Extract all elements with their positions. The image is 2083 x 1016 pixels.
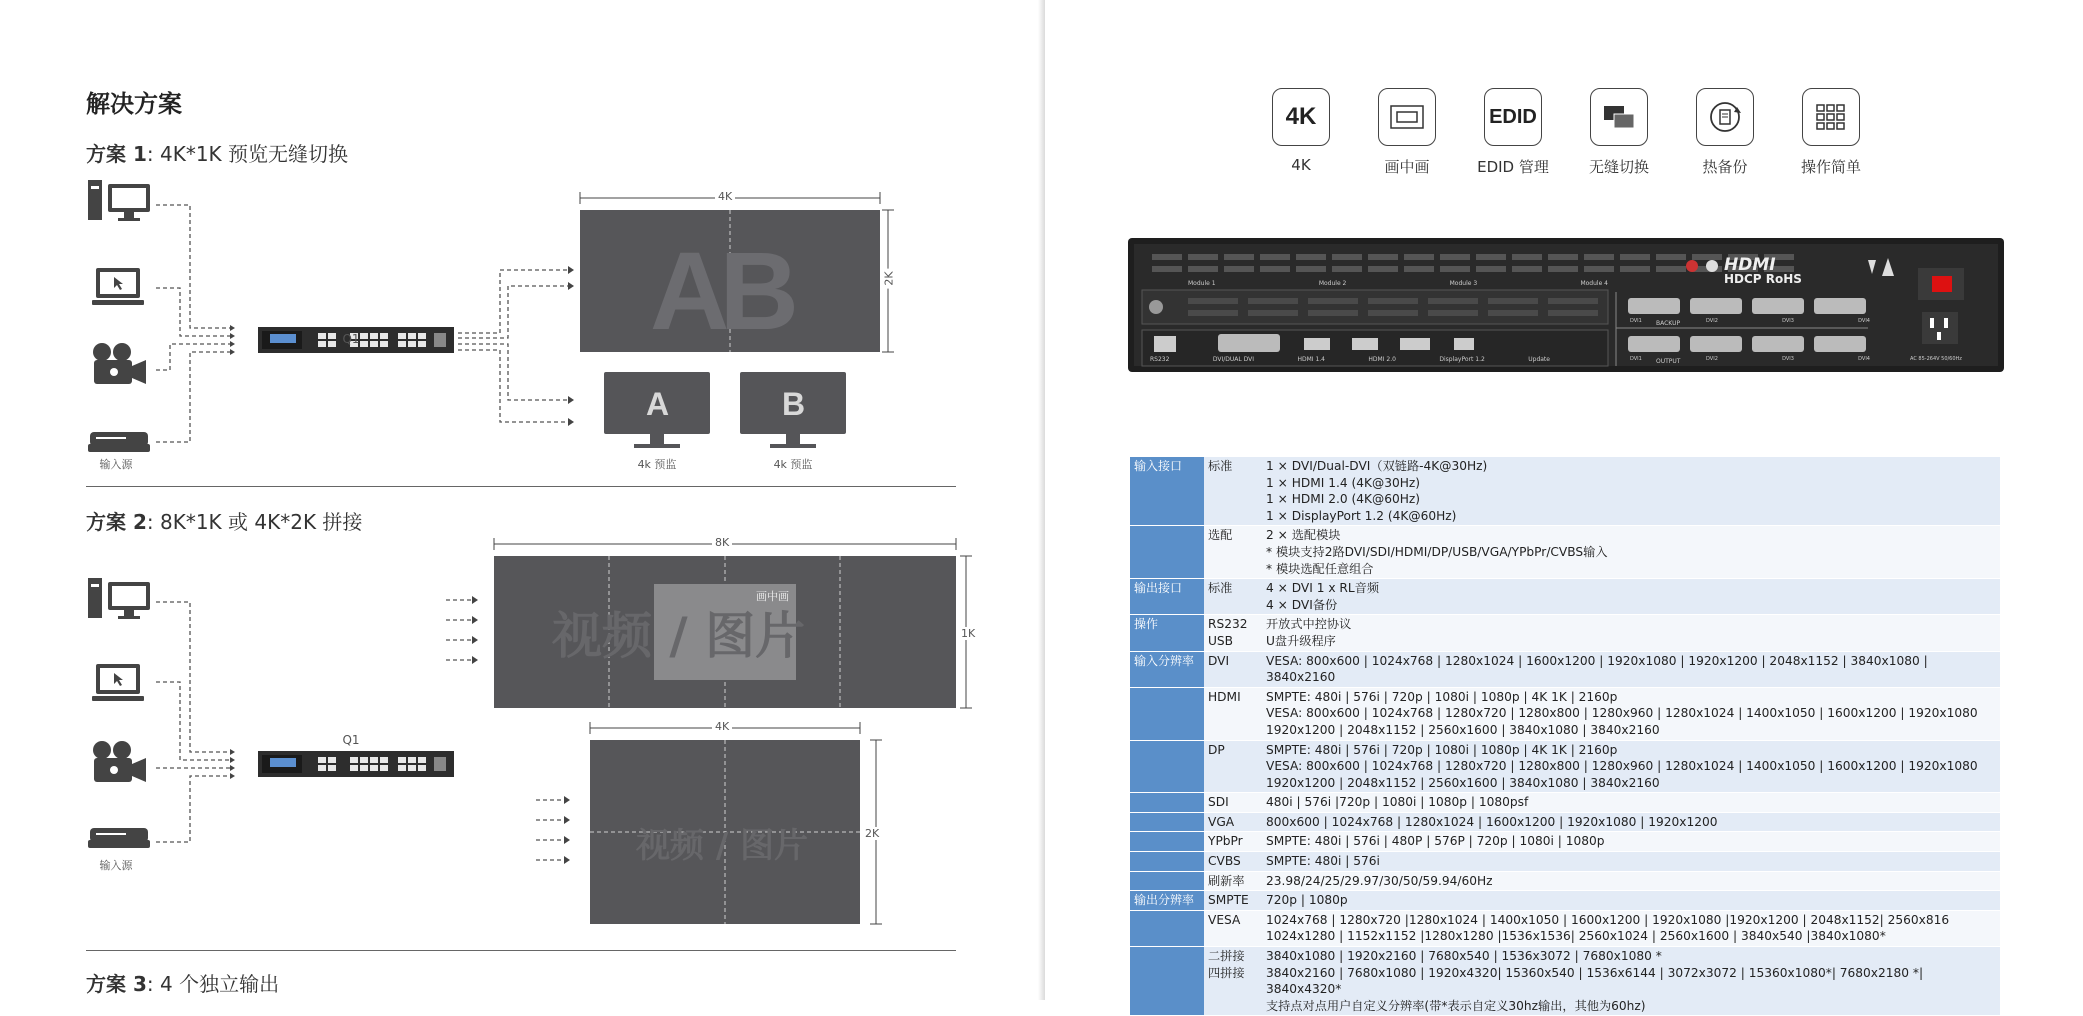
- spec-value: SMPTE: 480i | 576i: [1262, 852, 2000, 872]
- spec-subcategory: DVI: [1204, 651, 1262, 687]
- watermark-8k: 视频 / 图片: [552, 607, 806, 665]
- panel-modules: [1188, 280, 1608, 287]
- spec-row: [1130, 615, 2000, 651]
- dvi-2-label: DVI2: [1706, 318, 1718, 324]
- panel-power-label: AC 85-264V 50/60Hz: [1910, 356, 1962, 362]
- panel-output-label: OUTPUT: [1656, 358, 1681, 365]
- feature-label-seamless: 无缝切换: [1588, 158, 1649, 176]
- feature-label-backup: 热备份: [1702, 158, 1748, 176]
- spec-row: [1130, 687, 2000, 740]
- panel-dvi-labels-top: [1630, 318, 1870, 324]
- q1-device-2: [258, 751, 454, 777]
- port-rs232-label: RS232: [1150, 356, 1170, 363]
- 4k-icon: [1272, 88, 1330, 146]
- feature-label-4k: 4K: [1291, 156, 1311, 174]
- divider-2: [86, 950, 956, 951]
- spec-row: [1130, 947, 2000, 1016]
- dvi-1-out-label: DVI1: [1630, 356, 1642, 362]
- input-box-icon: [88, 432, 150, 452]
- monitor-b-caption: 4k 预监: [773, 458, 813, 471]
- panel-hdcp: HDCP RoHS: [1724, 272, 1802, 286]
- spec-value: 2 × 选配模块 * 模块支持2路DVI/SDI/HDMI/DP/USB/VGA/YPbPr/CVBS输入 * 模块选配任意组合: [1262, 526, 2000, 579]
- dvi-3-out-label: DVI3: [1782, 356, 1794, 362]
- feature-label-easy: 操作简单: [1800, 158, 1861, 176]
- device-label-1: Q1: [342, 332, 360, 346]
- spec-row: [1130, 651, 2000, 687]
- dim-4k-label: 4K: [715, 190, 735, 203]
- dvi-4-out-label: DVI4: [1858, 356, 1870, 362]
- dim-1k-label: 1K: [958, 627, 978, 640]
- port-update-label: Update: [1528, 356, 1550, 363]
- spec-value: 4 × DVI 1 x RL音频 4 × DVI备份: [1262, 579, 2000, 615]
- panel-dvi-labels-bottom: [1630, 356, 1870, 362]
- monitor-a-caption: 4k 预监: [637, 458, 677, 471]
- spec-category: [1130, 852, 1204, 872]
- spec-subcategory: VGA: [1204, 812, 1262, 832]
- panel-brand: HDMI: [1724, 255, 1776, 275]
- laptop-icon-2: [92, 664, 144, 701]
- spec-row: [1130, 871, 2000, 891]
- spec-row: [1130, 832, 2000, 852]
- spec-category: 输入接口: [1130, 457, 1204, 526]
- scheme-3-num: 方案 3: [86, 972, 147, 996]
- spec-row: [1130, 526, 2000, 579]
- spec-value: 1 × DVI/Dual-DVI（双链路-4K@30Hz) 1 × HDMI 1.4 (4K@30Hz) 1 × HDMI 2.0 (4K@60Hz) 1 × DisplayPort 1.2 (4K@60Hz): [1262, 457, 2000, 526]
- dvi-2-out-label: DVI2: [1706, 356, 1718, 362]
- spec-subcategory: RS232 USB: [1204, 615, 1262, 651]
- scheme-2-num: 方案 2: [86, 510, 147, 534]
- port-hdmi14-label: HDMI 1.4: [1297, 356, 1325, 363]
- spec-row: [1130, 852, 2000, 872]
- module-2-label: Module 2: [1318, 280, 1347, 287]
- 4k-icon-text: 4K: [1285, 103, 1317, 130]
- spec-subcategory: CVBS: [1204, 852, 1262, 872]
- scheme-3-text: : 4 个独立输出: [146, 972, 280, 996]
- input-box-icon-2: [88, 828, 150, 848]
- spec-subcategory: HDMI: [1204, 687, 1262, 740]
- laptop-icon: [92, 268, 144, 305]
- spec-row: [1130, 793, 2000, 813]
- pip-label: 画中画: [756, 590, 789, 603]
- hot-backup-icon: [1696, 88, 1754, 146]
- scheme-2-diagram: [80, 530, 980, 940]
- input-source-label-2: 输入源: [99, 859, 133, 872]
- spec-subcategory: 标准: [1204, 579, 1262, 615]
- spec-value: SMPTE: 480i | 576i | 480P | 576P | 720p | 1080i | 1080p: [1262, 832, 2000, 852]
- spec-subcategory: 标准: [1204, 457, 1262, 526]
- watermark-4k2k: 视频 / 图片: [636, 826, 809, 866]
- scheme-1-num: 方案 1: [86, 142, 147, 166]
- port-dvi-label: DVI/DUAL DVI: [1212, 356, 1255, 363]
- spec-category: 输入分辨率: [1130, 651, 1204, 687]
- spec-category: [1130, 740, 1204, 793]
- spec-value: SMPTE: 480i | 576i | 720p | 1080i | 1080p | 4K 1K | 2160p VESA: 800x600 | 1024x768 | 1280x720 | 1280x800 | 1280x960 | 1280x1024 | 1400x1050 | 1600x1200 | 1920x1080 1920x1200 | 2048x1152 | 2560x1600 | 3840x1080 | 3840x2160: [1262, 740, 2000, 793]
- spec-subcategory: 二拼接 四拼接: [1204, 947, 1262, 1016]
- edid-icon: [1484, 88, 1542, 146]
- pc-icon: [88, 180, 150, 221]
- spec-category: 输出分辨率: [1130, 891, 1204, 911]
- spec-subcategory: 选配: [1204, 526, 1262, 579]
- spec-value: 720p | 1080p: [1262, 891, 2000, 911]
- spec-table: [1130, 457, 2000, 1016]
- module-3-label: Module 3: [1449, 280, 1478, 287]
- spec-value: 800x600 | 1024x768 | 1280x1024 | 1600x1200 | 1920x1080 | 1920x1200: [1262, 812, 2000, 832]
- panel-bottom-ports: [1150, 356, 1550, 363]
- feature-label-pip: 画中画: [1384, 158, 1430, 176]
- monitor-a-letter: A: [646, 386, 670, 422]
- monitor-b-letter: B: [782, 386, 806, 422]
- spec-value: SMPTE: 480i | 576i | 720p | 1080i | 1080p | 4K 1K | 2160p VESA: 800x600 | 1024x768 | 1280x720 | 1280x800 | 1280x960 | 1280x1024 | 1400x1050 | 1600x1200 | 1920x1080 1920x1200 | 2048x1152 | 2560x1600 | 3840x1080 | 3840x2160: [1262, 687, 2000, 740]
- pc-icon-2: [88, 578, 150, 619]
- panel-backup-label: BACKUP: [1656, 320, 1681, 327]
- spec-subcategory: DP: [1204, 740, 1262, 793]
- seamless-switch-icon: [1590, 88, 1648, 146]
- spec-category: [1130, 947, 1204, 1016]
- dim-8k-label: 8K: [712, 536, 732, 549]
- dvi-4-label: DVI4: [1858, 318, 1870, 324]
- dvi-1-label: DVI1: [1630, 318, 1642, 324]
- camera-icon-2: [93, 741, 146, 782]
- spec-value: VESA: 800x600 | 1024x768 | 1280x1024 | 1600x1200 | 1920x1080 | 1920x1200 | 2048x1152 | 3840x1080 | 3840x2160: [1262, 651, 2000, 687]
- spec-category: [1130, 812, 1204, 832]
- spec-category: [1130, 526, 1204, 579]
- port-dp-label: DisplayPort 1.2: [1439, 356, 1485, 363]
- module-1-label: Module 1: [1188, 280, 1216, 287]
- scheme-2-text: : 8K*1K 或 4K*2K 拼接: [146, 510, 363, 534]
- spec-subcategory: VESA: [1204, 910, 1262, 946]
- spec-category: [1130, 871, 1204, 891]
- dim-2k-label-2: 2K: [862, 827, 882, 840]
- spec-row: [1130, 457, 2000, 526]
- dim-4k-label-2: 4K: [712, 720, 732, 733]
- spec-row: [1130, 579, 2000, 615]
- spec-row: [1130, 891, 2000, 911]
- spec-row: [1130, 740, 2000, 793]
- scheme-3-title: [86, 968, 279, 997]
- spec-subcategory: SDI: [1204, 793, 1262, 813]
- spec-category: 输出接口: [1130, 579, 1204, 615]
- spec-category: 操作: [1130, 615, 1204, 651]
- spec-subcategory: YPbPr: [1204, 832, 1262, 852]
- spec-value: 1024x768 | 1280x720 |1280x1024 | 1400x1050 | 1600x1200 | 1920x1080 |1920x1200 | 2048x1152| 2560x816 1024x1280 | 1152x1152 |1280x1280 |1536x1536| 2560x1024 | 2560x1600 | 3840x540 |3840x1080*: [1262, 910, 2000, 946]
- section-title: 解决方案: [86, 90, 182, 118]
- spec-value: 480i | 576i |720p | 1080i | 1080p | 1080psf: [1262, 793, 2000, 813]
- spec-category: [1130, 832, 1204, 852]
- spec-subcategory: 刷新率: [1204, 871, 1262, 891]
- module-4-label: Module 4: [1580, 280, 1608, 287]
- spec-value: 3840x1080 | 1920x2160 | 7680x540 | 1536x3072 | 7680x1080 * 3840x2160 | 7680x1080 | 1920x4320| 15360x540 | 1536x6144 | 3072x3072 | 15360x1080*| 7680x2180 *| 3840x4320* 支持点对点用户自定义分辨率(带*表示自定义30hz输出，其他为60hz): [1262, 947, 2000, 1016]
- port-hdmi20-label: HDMI 2.0: [1368, 356, 1396, 363]
- camera-icon: [93, 343, 146, 384]
- scheme-1-text: : 4K*1K 预览无缝切换: [146, 142, 349, 166]
- spec-subcategory: SMPTE: [1204, 891, 1262, 911]
- spec-category: [1130, 687, 1204, 740]
- spec-value: 23.98/24/25/29.97/30/50/59.94/60Hz: [1262, 871, 2000, 891]
- pip-icon: [1378, 88, 1436, 146]
- edid-icon-text: EDID: [1489, 105, 1537, 128]
- feature-label-edid: EDID 管理: [1477, 158, 1549, 176]
- dvi-3-label: DVI3: [1782, 318, 1794, 324]
- spec-table-body: [1130, 457, 2000, 1016]
- scheme-1-diagram: [80, 170, 980, 480]
- divider-1: [86, 486, 956, 487]
- spec-category: [1130, 793, 1204, 813]
- spec-value: 开放式中控协议 U盘升级程序: [1262, 615, 2000, 651]
- input-source-label-1: 输入源: [99, 458, 133, 471]
- spec-row: [1130, 910, 2000, 946]
- screen-ab-text: AB: [650, 230, 789, 353]
- spec-category: [1130, 910, 1204, 946]
- spec-row: [1130, 812, 2000, 832]
- easy-operation-icon: [1802, 88, 1860, 146]
- dim-2k-label: 2K: [883, 268, 896, 288]
- device-label-2: Q1: [342, 733, 360, 747]
- scheme-1-title: [86, 138, 348, 167]
- left-page: [0, 0, 1040, 1000]
